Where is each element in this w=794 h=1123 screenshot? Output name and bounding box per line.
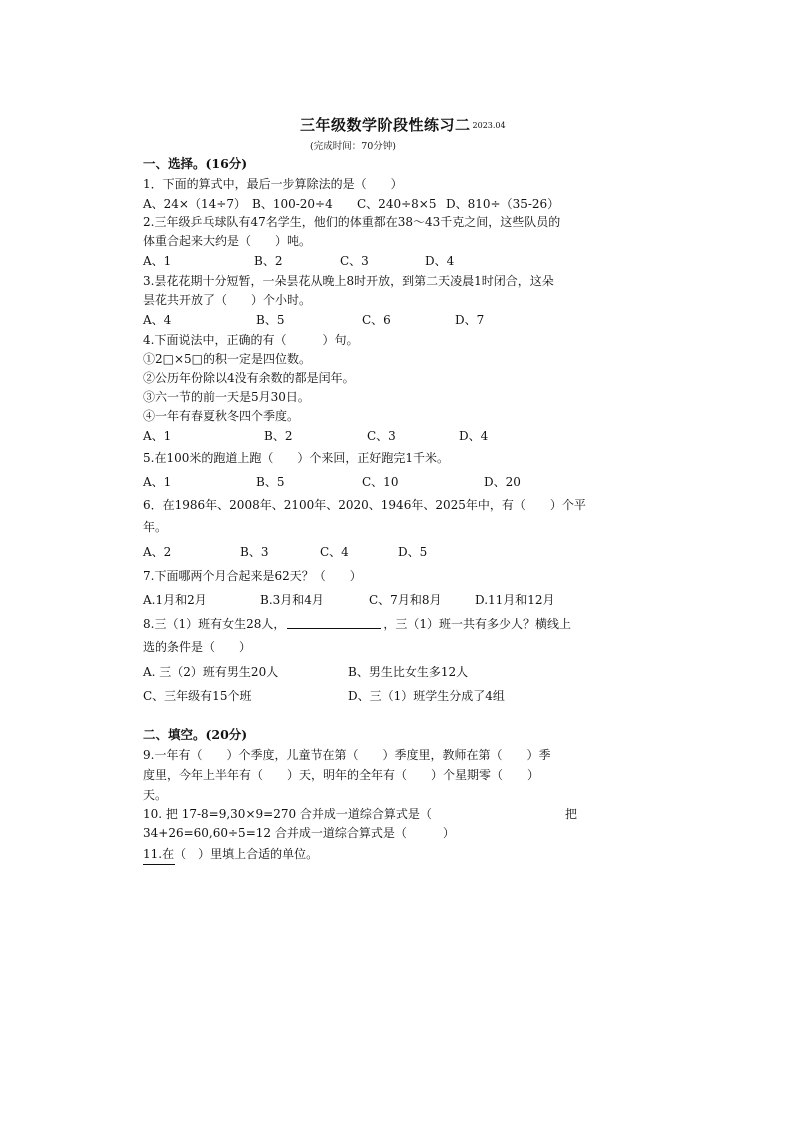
q2-stem-line2: 体重合起来大约是（ ）吨。 (143, 234, 312, 248)
q6-option-c: C、4 (320, 545, 349, 559)
q5-option-b: B、5 (256, 475, 285, 489)
q4-option-b: B、2 (264, 429, 293, 443)
q4-statement-4: ④一年有春夏秋冬四个季度。 (143, 409, 300, 423)
q10-line1-part2: 把 (565, 807, 578, 821)
q6-option-b: B、3 (240, 545, 269, 559)
q7-option-b: B.3月和4月 (260, 593, 324, 607)
q3-stem-line2: 昙花共开放了（ ）个小时。 (143, 293, 312, 307)
exam-header (300, 114, 506, 135)
q5-option-c: C、10 (362, 475, 399, 489)
q3-option-a: A、4 (143, 313, 172, 327)
q4-statement-1: ①2□×5□的积一定是四位数。 (143, 352, 312, 366)
q2-option-c: C、3 (340, 254, 369, 268)
q11-line1: 11.在（ ）里填上合适的单位。 (143, 847, 319, 861)
q5-option-d: D、20 (484, 475, 521, 489)
section2-heading: 二、填空。(20分) (143, 727, 248, 742)
q8-option-a: A. 三（2）班有男生20人 (143, 665, 279, 679)
exam-date: 2023.04 (472, 121, 506, 130)
q1-option-c: C、240÷8×5 (357, 197, 437, 211)
q8-option-c: C、三年级有15个班 (143, 689, 252, 703)
q7-option-a: A.1月和2月 (143, 593, 207, 607)
q6-option-d: D、5 (398, 545, 428, 559)
q6-option-a: A、2 (143, 545, 172, 559)
q1-option-b: B、100-20÷4 (252, 197, 333, 211)
q2-option-d: D、4 (425, 254, 455, 268)
q9-line1: 9.一年有（ ）个季度，儿童节在第（ ）季度里，教师在第（ ）季 (143, 748, 551, 762)
q6-stem-line1: 6．在1986年、2008年、2100年、2020、1946年、2025年中，有（ ）个平 (143, 498, 586, 512)
q8-option-b: B、男生比女生多12人 (348, 665, 469, 679)
q7-stem: 7.下面哪两个月合起来是62天？（ ） (143, 569, 362, 583)
q8-stem-part1: 8.三（1）班有女生28人， (143, 617, 286, 631)
q2-stem-line1: 2.三年级乒乓球队有47名学生，他们的体重都在38～43千克之间，这些队员的 (143, 215, 561, 229)
q6-stem-line2: 年。 (143, 520, 168, 534)
q10-line2: 34+26=60,60÷5=12 合并成一道综合算式是（ ） (143, 826, 455, 840)
q3-option-d: D、7 (455, 313, 485, 327)
q2-option-a: A、1 (143, 254, 172, 268)
q3-option-b: B、5 (256, 313, 285, 327)
q8-answer-blank[interactable] (287, 616, 381, 629)
q9-line2: 度里，今年上半年有（ ）天，明年的全年有（ ）个星期零（ ） (143, 768, 540, 782)
section1-heading: 一、选择。(16分) (143, 156, 248, 171)
q7-option-d: D.11月和12月 (475, 593, 555, 607)
q9-line3: 天。 (143, 788, 168, 802)
q4-statement-2: ②公历年份除以4没有余数的都是闰年。 (143, 371, 355, 385)
q4-option-c: C、3 (367, 429, 396, 443)
q2-option-b: B、2 (254, 254, 283, 268)
q4-option-a: A、1 (143, 429, 172, 443)
q1-option-a: A、24×（14÷7） (143, 197, 246, 211)
q5-option-a: A、1 (143, 475, 172, 489)
q4-statement-3: ③六一节的前一天是5月30日。 (143, 390, 310, 404)
q4-stem: 4.下面说法中，正确的有（ ）句。 (143, 333, 359, 347)
q3-option-c: C、6 (362, 313, 391, 327)
q10-line1-part1: 10. 把 17-8=9,30×9=270 合并成一道综合算式是（ (143, 807, 432, 821)
q1-option-d: D、810÷（35-26） (446, 197, 560, 211)
completion-time-note: (完成时间：70分钟) (310, 141, 397, 152)
q7-option-c: C、7月和8月 (369, 593, 442, 607)
q4-option-d: D、4 (459, 429, 489, 443)
q8-stem-line1 (143, 616, 571, 632)
q5-stem: 5.在100米的跑道上跑（ ）个来回，正好跑完1千米。 (143, 451, 449, 465)
q8-stem-part2: ，三（1）班一共有多少人？横线上 (383, 617, 571, 631)
exam-title: 三年级数学阶段性练习二 (300, 116, 471, 134)
q8-option-d: D、三（1）班学生分成了4组 (348, 689, 505, 703)
underline-mark (143, 864, 175, 865)
q3-stem-line1: 3.昙花花期十分短暂，一朵昙花从晚上8时开放，到第二天凌晨1时闭合，这朵 (143, 274, 554, 288)
q8-stem-line2: 选的条件是（ ） (143, 640, 252, 654)
q1-stem: 1．下面的算式中，最后一步算除法的是（ ） (143, 177, 403, 191)
